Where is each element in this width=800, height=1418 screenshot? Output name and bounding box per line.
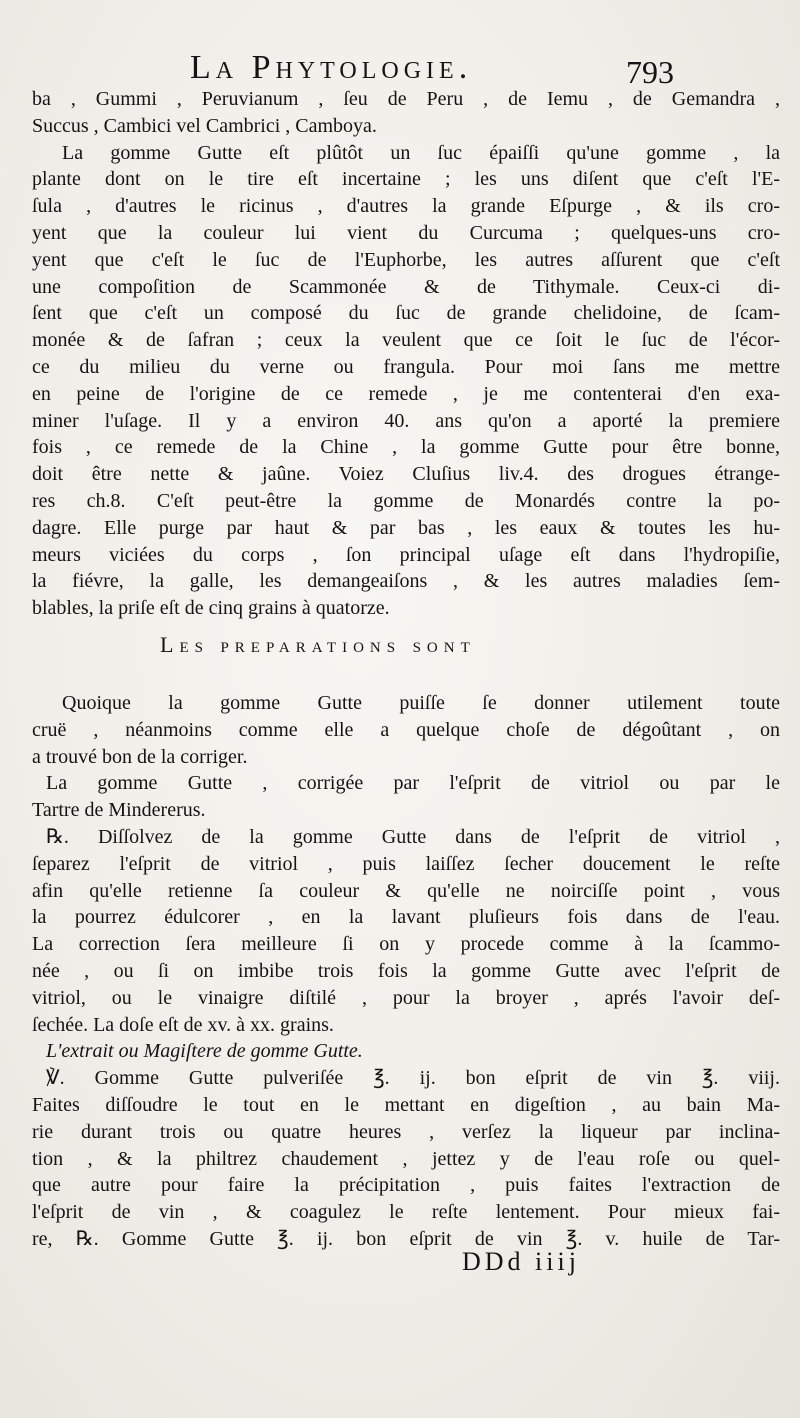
text-line: ba , Gummi , Peruvianum , ſeu de Peru , de Iemu , de Gemandra , bbox=[32, 88, 780, 110]
text-line: blables, la priſe eſt de cinq grains à quatorze. bbox=[32, 597, 390, 620]
signature-mark: DDd iiij bbox=[462, 1247, 580, 1276]
text-line: plante dont on le tire eſt incertaine ; les uns diſent que c'eſt l'E- bbox=[32, 168, 780, 191]
text-line: ſent que c'eſt un composé du ſuc de grande chelidoine, de ſcam- bbox=[32, 302, 780, 325]
text-line: une compoſition de Scammonée & de Tithymale. Ceux-ci di- bbox=[32, 275, 780, 298]
text-line: La correction ſera meilleure ſi on y procede comme à la ſcammo- bbox=[32, 933, 780, 956]
text-line: doit être nette & jaûne. Voiez Cluſius liv.4. des drogues étrange- bbox=[32, 463, 780, 486]
text-line: ſechée. La doſe eſt de xv. à xx. grains. bbox=[32, 1013, 334, 1036]
text-line: monée & de ſafran ; ceux la veulent que ce ſoit le ſuc de l'écor- bbox=[32, 329, 780, 352]
text-line: afin qu'elle retienne ſa couleur & qu'elle ne noirciſſe point , vous bbox=[32, 879, 780, 902]
text-line: dagre. Elle purge par haut & par bas , les eaux & toutes les hu- bbox=[32, 516, 780, 539]
recipe-title-line: Tartre de Mindererus. bbox=[32, 799, 206, 822]
text-line: ſeparez l'eſprit de vitriol , puis laiſſez ſecher doucement le reſte bbox=[32, 852, 780, 875]
main-text bbox=[32, 86, 780, 622]
text-line: ℞. Diſſolvez de la gomme Gutte dans de l'eſprit de vitriol , bbox=[46, 825, 780, 848]
text-line: Succus , Cambici vel Cambrici , Camboya. bbox=[32, 114, 377, 137]
running-title: La Phytologie. bbox=[190, 49, 473, 86]
text-line: que autre pour faire la précipitation , puis faites l'extraction de bbox=[32, 1174, 780, 1197]
page-number: 793 bbox=[626, 54, 674, 90]
text-line: née , ou ſi on imbibe trois fois la gomme Gutte avec l'eſprit de bbox=[32, 959, 780, 982]
text-line: ℣. Gomme Gutte pulveriſée ℥. ij. bon eſprit de vin ℥. viij. bbox=[46, 1067, 780, 1090]
recipe-title-line: La gomme Gutte , corrigée par l'eſprit de vitriol ou par le bbox=[46, 772, 780, 795]
text-line: cruë , néanmoins comme elle a quelque choſe de dégoûtant , on bbox=[32, 718, 780, 741]
text-line: a trouvé bon de la corriger. bbox=[32, 745, 248, 768]
text-line: ſula , d'autres le ricinus , d'autres la grande Eſpurge , & ils cro- bbox=[32, 195, 780, 218]
text-line: tion , & la philtrez chaudement , jettez y de l'eau roſe ou quel- bbox=[32, 1147, 780, 1170]
text-line: vitriol, ou le vinaigre diſtilé , pour la broyer , aprés l'avoir deſ- bbox=[32, 986, 780, 1009]
text-line: la fiévre, la galle, les demangeaiſons , & les autres maladies ſem- bbox=[32, 570, 780, 593]
section-heading: Les preparations sont bbox=[160, 632, 476, 657]
text-line: rie durant trois ou quatre heures , verſez la liqueur par inclina- bbox=[32, 1120, 780, 1143]
preparations-text bbox=[32, 690, 780, 1253]
text-line: ce du milieu du verne ou frangula. Pour moi ſans me mettre bbox=[32, 355, 780, 378]
text-line: fois , ce remede de la Chine , la gomme Gutte pour être bonne, bbox=[32, 436, 780, 459]
text-line: La gomme Gutte eſt plûtôt un ſuc épaiſſi qu'une gomme , la bbox=[62, 141, 780, 164]
text-line: en peine de l'origine de ce remede , je me contenterai d'en exa- bbox=[32, 382, 780, 405]
text-line: yent que c'eſt le ſuc de l'Euphorbe, les autres aſſurent que c'eſt bbox=[32, 248, 780, 271]
recipe-title-line: L'extrait ou Magiſtere de gomme Gutte. bbox=[46, 1040, 363, 1063]
text-line: yent que la couleur lui vient du Curcuma ; quelques-uns cro- bbox=[32, 221, 780, 244]
text-line: Quoique la gomme Gutte puiſſe ſe donner utilement toute bbox=[62, 692, 780, 714]
text-line: l'eſprit de vin , & coagulez le reſte lentement. Pour mieux fai- bbox=[32, 1201, 780, 1224]
text-line: meurs viciées du corps , ſon principal uſage eſt dans l'hydropiſie, bbox=[32, 543, 780, 566]
text-line: la pourrez édulcorer , en la lavant pluſieurs fois dans de l'eau. bbox=[32, 906, 780, 929]
text-line: miner l'uſage. Il y a environ 40. ans qu'on a aporté la premiere bbox=[32, 409, 780, 432]
text-line: res ch.8. C'eſt peut-être la gomme de Monardés contre la po- bbox=[32, 489, 780, 512]
text-line: re, ℞. Gomme Gutte ℥. ij. bon eſprit de vin ℥. v. huile de Tar- bbox=[32, 1227, 780, 1250]
text-line: Faites diſſoudre le tout en le mettant en digeſtion , au bain Ma- bbox=[32, 1093, 780, 1116]
